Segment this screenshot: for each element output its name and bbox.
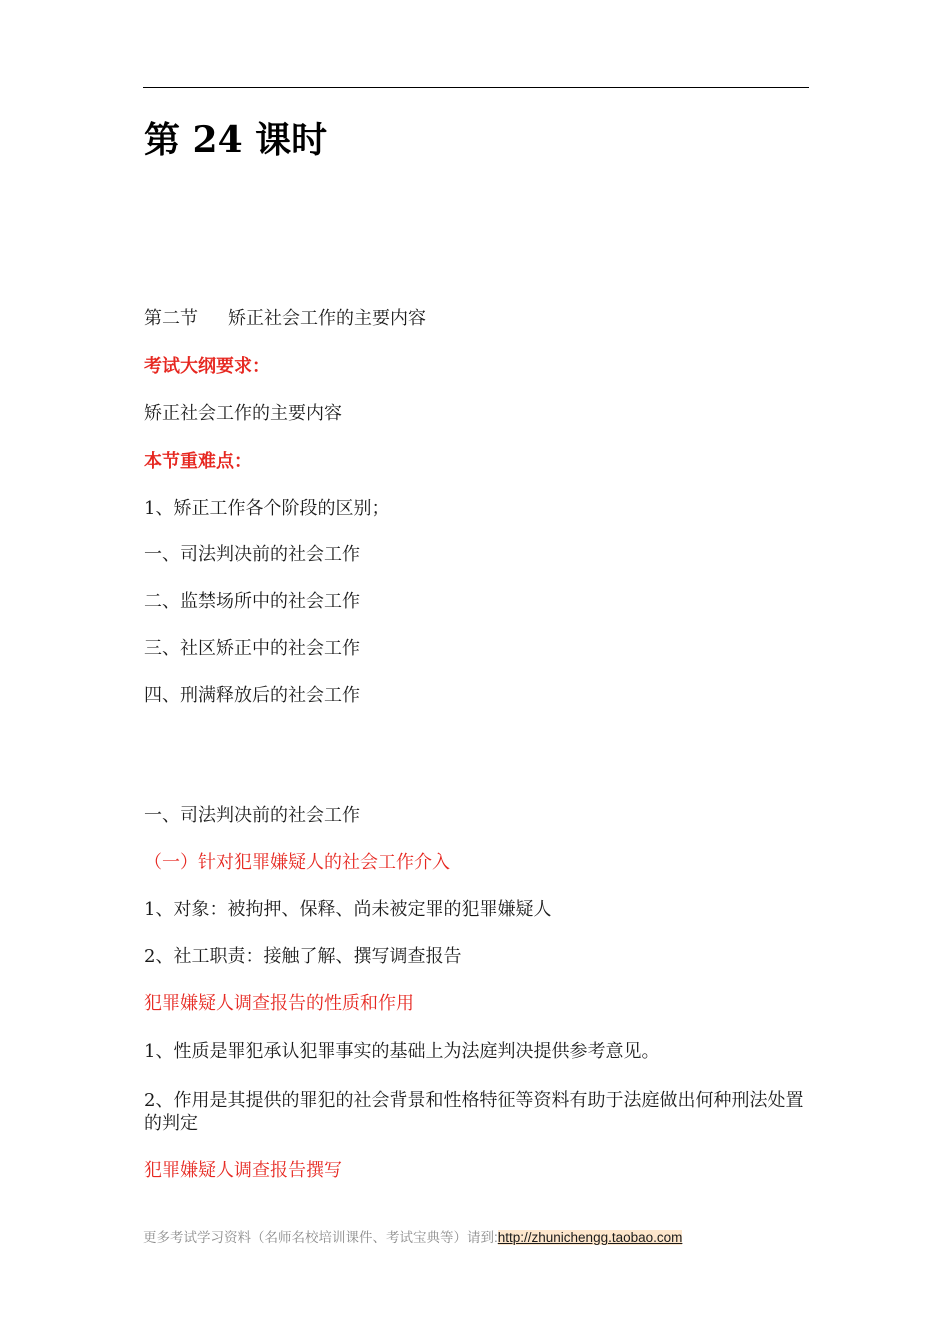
footer-text: 更多考试学习资料（名师名校培训课件、考试宝典等）请到:: [143, 1230, 498, 1245]
report-nature-item: 1、性质是罪犯承认犯罪事实的基础上为法庭判决提供参考意见。: [144, 1041, 660, 1062]
section-name: 矫正社会工作的主要内容: [228, 308, 426, 329]
footer-link[interactable]: http://zhunichengg.taobao.com: [497, 1230, 683, 1245]
stage-item: 四、刑满释放后的社会工作: [144, 685, 360, 706]
key-points-heading: 本节重难点：: [144, 451, 252, 472]
key-point-item: 1、矫正工作各个阶段的区别；: [144, 498, 390, 519]
stage-item: 二、监禁场所中的社会工作: [144, 591, 360, 612]
page-title: 第 24 课时: [144, 119, 328, 161]
part-heading: 一、司法判决前的社会工作: [144, 805, 360, 826]
top-rule: [143, 87, 809, 88]
subsection-heading: （一）针对犯罪嫌疑人的社会工作介入: [144, 852, 450, 873]
footer: [143, 1226, 682, 1246]
exam-requirements-heading: 考试大纲要求：: [144, 356, 270, 377]
subsection-item: 1、对象：被拘押、保释、尚未被定罪的犯罪嫌疑人: [144, 899, 552, 920]
subsection-item: 2、社工职责：接触了解、撰写调查报告: [144, 946, 462, 967]
report-writing-heading: 犯罪嫌疑人调查报告撰写: [144, 1160, 342, 1181]
report-nature-item: 2、作用是其提供的罪犯的社会背景和性格特征等资料有助于法庭做出何种刑法处置的判定: [144, 1090, 804, 1134]
stage-item: 三、社区矫正中的社会工作: [144, 638, 360, 659]
report-nature-heading: 犯罪嫌疑人调查报告的性质和作用: [144, 993, 414, 1014]
stage-item: 一、司法判决前的社会工作: [144, 544, 360, 565]
exam-requirements-text: 矫正社会工作的主要内容: [144, 403, 342, 424]
section-heading: [144, 308, 426, 330]
section-number: 第二节: [144, 308, 198, 329]
